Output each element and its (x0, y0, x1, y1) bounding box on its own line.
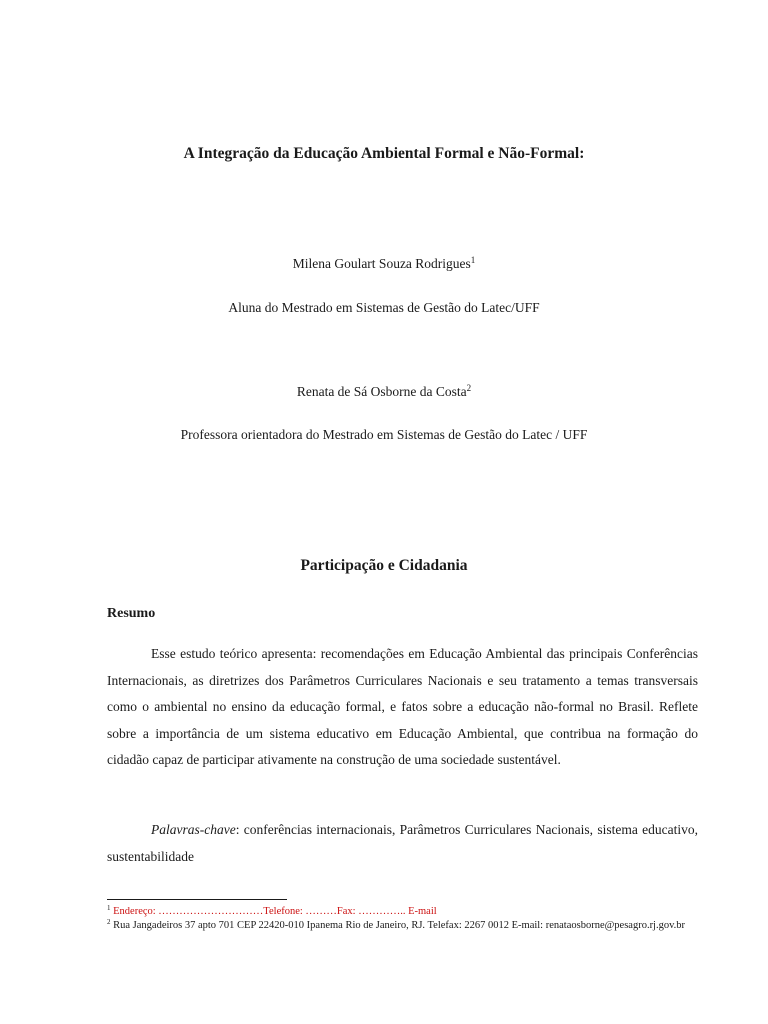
author-2-footnote-mark: 2 (466, 383, 472, 393)
keywords-label: Palavras-chave (151, 822, 236, 837)
author-1-affiliation: Aluna do Mestrado em Sistemas de Gestão do Latec/UFF (228, 300, 540, 315)
author-1-name: Milena Goulart Souza Rodrigues (292, 256, 471, 271)
author-2-affiliation: Professora orientadora do Mestrado em Sistemas de Gestão do Latec / UFF (180, 427, 588, 442)
author-1-line (0, 256, 768, 272)
keywords-text: : conferências internacionais, Parâmetros Curriculares Nacionais, sistema educativo, sustentabilidade (107, 822, 698, 864)
author-1-footnote-mark: 1 (470, 255, 476, 265)
author-2-name: Renata de Sá Osborne da Costa (296, 384, 467, 399)
document-title: A Integração da Educação Ambiental Formal e Não-Formal: (183, 145, 585, 162)
footnote-2-text: Rua Jangadeiros 37 apto 701 CEP 22420-010 Ipanema Rio de Janeiro, RJ. Telefax: 2267 0012 E-mail: renataosborne@pesagro.rj.gov.br (110, 920, 686, 931)
footnote-1-text: Endereço: …………………………Telefone: ………Fax: ………….. E-mail (110, 906, 437, 917)
abstract-paragraph: Esse estudo teórico apresenta: recomendações em Educação Ambiental das principais Conferências Internacionais, as diretrizes dos Parâmetros Curriculares Nacionais e seu tratamento a temas transversais como o ambiental no ensino da educação formal, e fatos sobre a educação não-formal no Brasil. Reflete sobre a importância de um sistema educativo em Educação Ambiental, que contribua na formação do cidadão capaz de participar ativamente na construção de uma sociedade sustentável. (107, 646, 698, 768)
footnote-1 (107, 905, 698, 919)
footnote-2-mark: 2 (107, 918, 111, 926)
section-title: Participação e Cidadania (300, 557, 468, 574)
author-2-line (0, 384, 768, 400)
resumo-heading: Resumo (107, 606, 156, 621)
keywords-paragraph (107, 817, 698, 870)
footnote-2 (107, 919, 698, 933)
footnote-separator (107, 899, 287, 900)
footnote-1-mark: 1 (107, 904, 111, 912)
